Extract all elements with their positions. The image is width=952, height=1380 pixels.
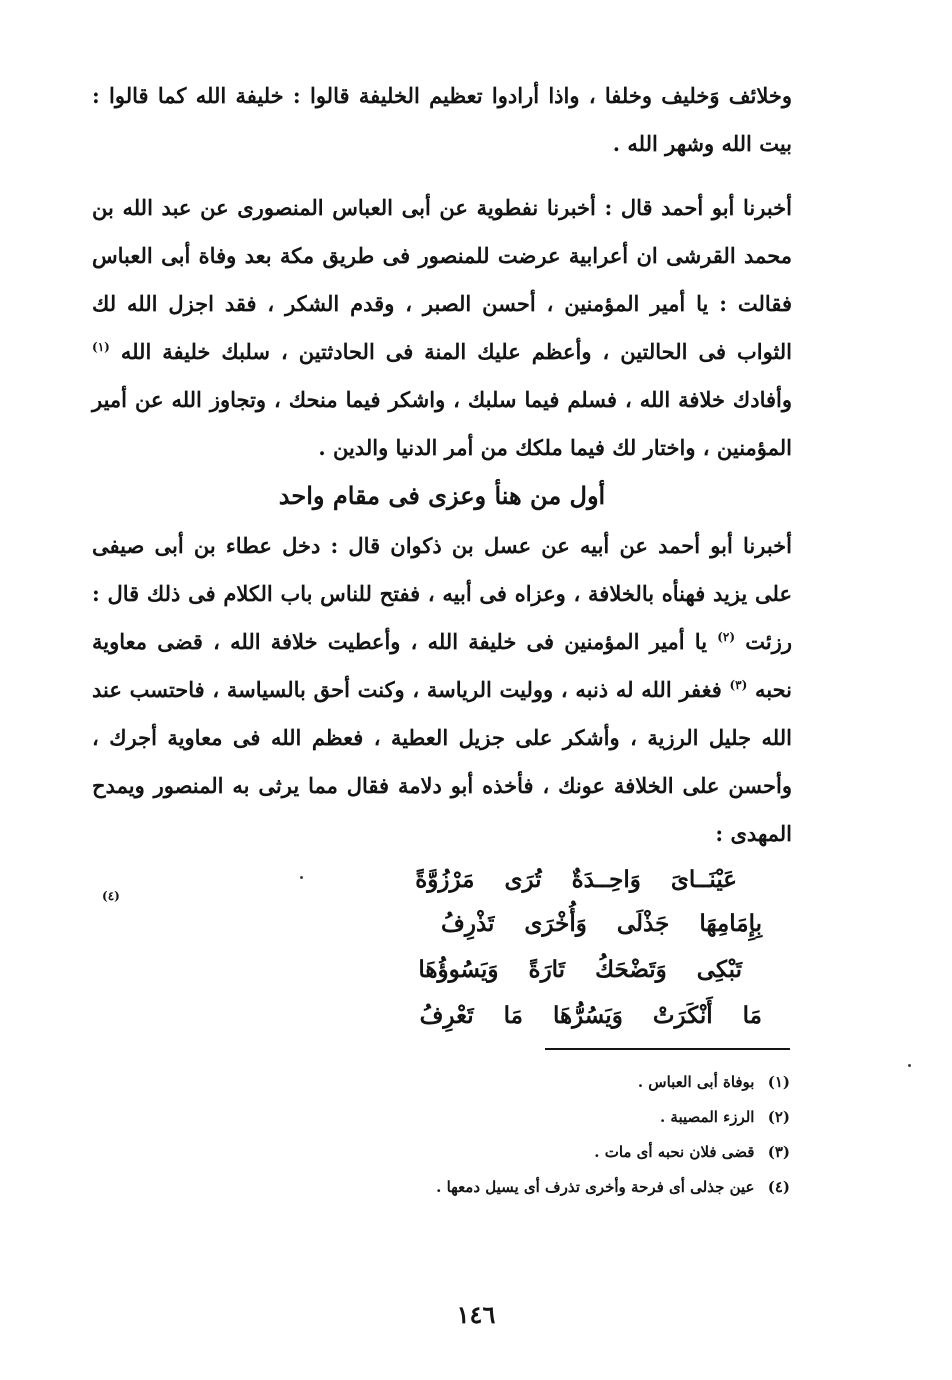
footnote-1 bbox=[638, 1066, 790, 1098]
footnote-number: (٢) bbox=[767, 1108, 790, 1126]
opening-text: وخلائف وَخليف وخلفا ، واذا أرادوا تعظيم الخليفة قالوا : خليفة الله كما قالوا : بيت الله وشهر الله . bbox=[92, 83, 792, 156]
footnote-2 bbox=[660, 1101, 790, 1133]
page-number: ١٤٦ bbox=[456, 1300, 496, 1329]
verse-line-1 bbox=[177, 858, 737, 902]
footnote-text: بوفاة أبى العباس . bbox=[637, 1073, 755, 1091]
section-heading: أول من هنأ وعزى فى مقام واحد bbox=[278, 481, 606, 510]
first-narration bbox=[92, 184, 792, 472]
verse-line-4 bbox=[102, 994, 762, 1038]
narration-text-b: وأفادك خلافة الله ، فسلم فيما سلبك ، واشكر فيما منحك ، وتجاوز الله عن أمير المؤمنين ، واختار لك فيما ملكك من أمر الدنيا والدين . bbox=[92, 387, 792, 460]
verse-line-2: (٤) بِإِمَامِهَا جَذْلَى وَأُخْرَى تَذْرِفُ bbox=[102, 889, 762, 937]
footnote-number: (٤) bbox=[767, 1178, 790, 1196]
footnote-text: الرزء المصيبة . bbox=[659, 1108, 755, 1126]
footnote-text: قضى فلان نحبه أى مات . bbox=[594, 1143, 755, 1161]
verse-line-3 bbox=[182, 948, 742, 992]
second-text-b: يا أمير المؤمنين فى خليفة الله ، وأعطيت خلافة الله ، قضى معاوية نحبه bbox=[92, 629, 793, 702]
second-narration bbox=[92, 522, 792, 858]
scan-speck bbox=[908, 1064, 911, 1067]
footnote-number: (٣) bbox=[767, 1143, 790, 1161]
second-text-a: أخبرنا أبو أحمد عن أبيه عن عسل بن ذكوان قال : دخل عطاء بن أبى صيفى على يزيد فهنأه بالخلافة ، وعزاه فى أبيه ، ففتح للناس باب الكلام فى ذلك قال : رزئت bbox=[92, 533, 792, 654]
opening-paragraph bbox=[92, 72, 792, 168]
footnote-number: (١) bbox=[767, 1073, 790, 1091]
verse-text-2: بِإِمَامِهَا جَذْلَى وَأُخْرَى تَذْرِفُ bbox=[441, 910, 762, 937]
second-text-c: فغفر الله له ذنبه ، ووليت الرياسة ، وكنت أحق بالسياسة ، فاحتسب عند الله جليل الرزية ، وأشكر على جزيل العطية ، فعظم الله فى معاوية أجرك ، وأحسن على الخلافة عونك ، فأخذه أبو دلامة فقال مما يرثى به المنصور ويمدح المهدى : bbox=[92, 677, 792, 846]
narration-text-a: أخبرنا أبو أحمد قال : أخبرنا نفطوية عن أبى العباس المنصورى عن عبد الله بن محمد القرشى ان أعرابية عرضت للمنصور فى طريق مكة بعد وفاة أبى العباس فقالت : يا أمير المؤمنين ، أحسن الصبر ، وقدم الشكر ، فقد اجزل الله لك الثواب فى الحالتين ، وأعظم عليك المنة فى الحادثتين ، سلبك خليفة الله bbox=[92, 195, 793, 364]
footnote-ref-2[interactable]: (٢) bbox=[717, 630, 736, 644]
footnote-ref-3[interactable]: (٣) bbox=[729, 678, 748, 692]
footnote-text: عين جذلى أى فرحة وأخرى تذرف أى يسيل دمعها . bbox=[436, 1178, 755, 1196]
footnote-3 bbox=[594, 1136, 790, 1168]
verse-text-3: تَبْكِى وَتَضْحَكُ تَارَةً وَيَسُوؤُهَا bbox=[418, 956, 742, 983]
footnote-4 bbox=[436, 1171, 790, 1203]
scan-speck bbox=[300, 876, 303, 879]
footnote-ref-1[interactable]: (١) bbox=[92, 340, 110, 354]
footnote-separator bbox=[545, 1048, 790, 1050]
verse-text-4: مَا أَنْكَرَتْ وَيَسُرُّهَا مَا تَعْرِفُ bbox=[419, 1002, 762, 1029]
verse-text-1: عَيْنَــاىَ وَاحِــدَةٌ تُرَى مَرْزُوَّةً bbox=[415, 866, 737, 893]
